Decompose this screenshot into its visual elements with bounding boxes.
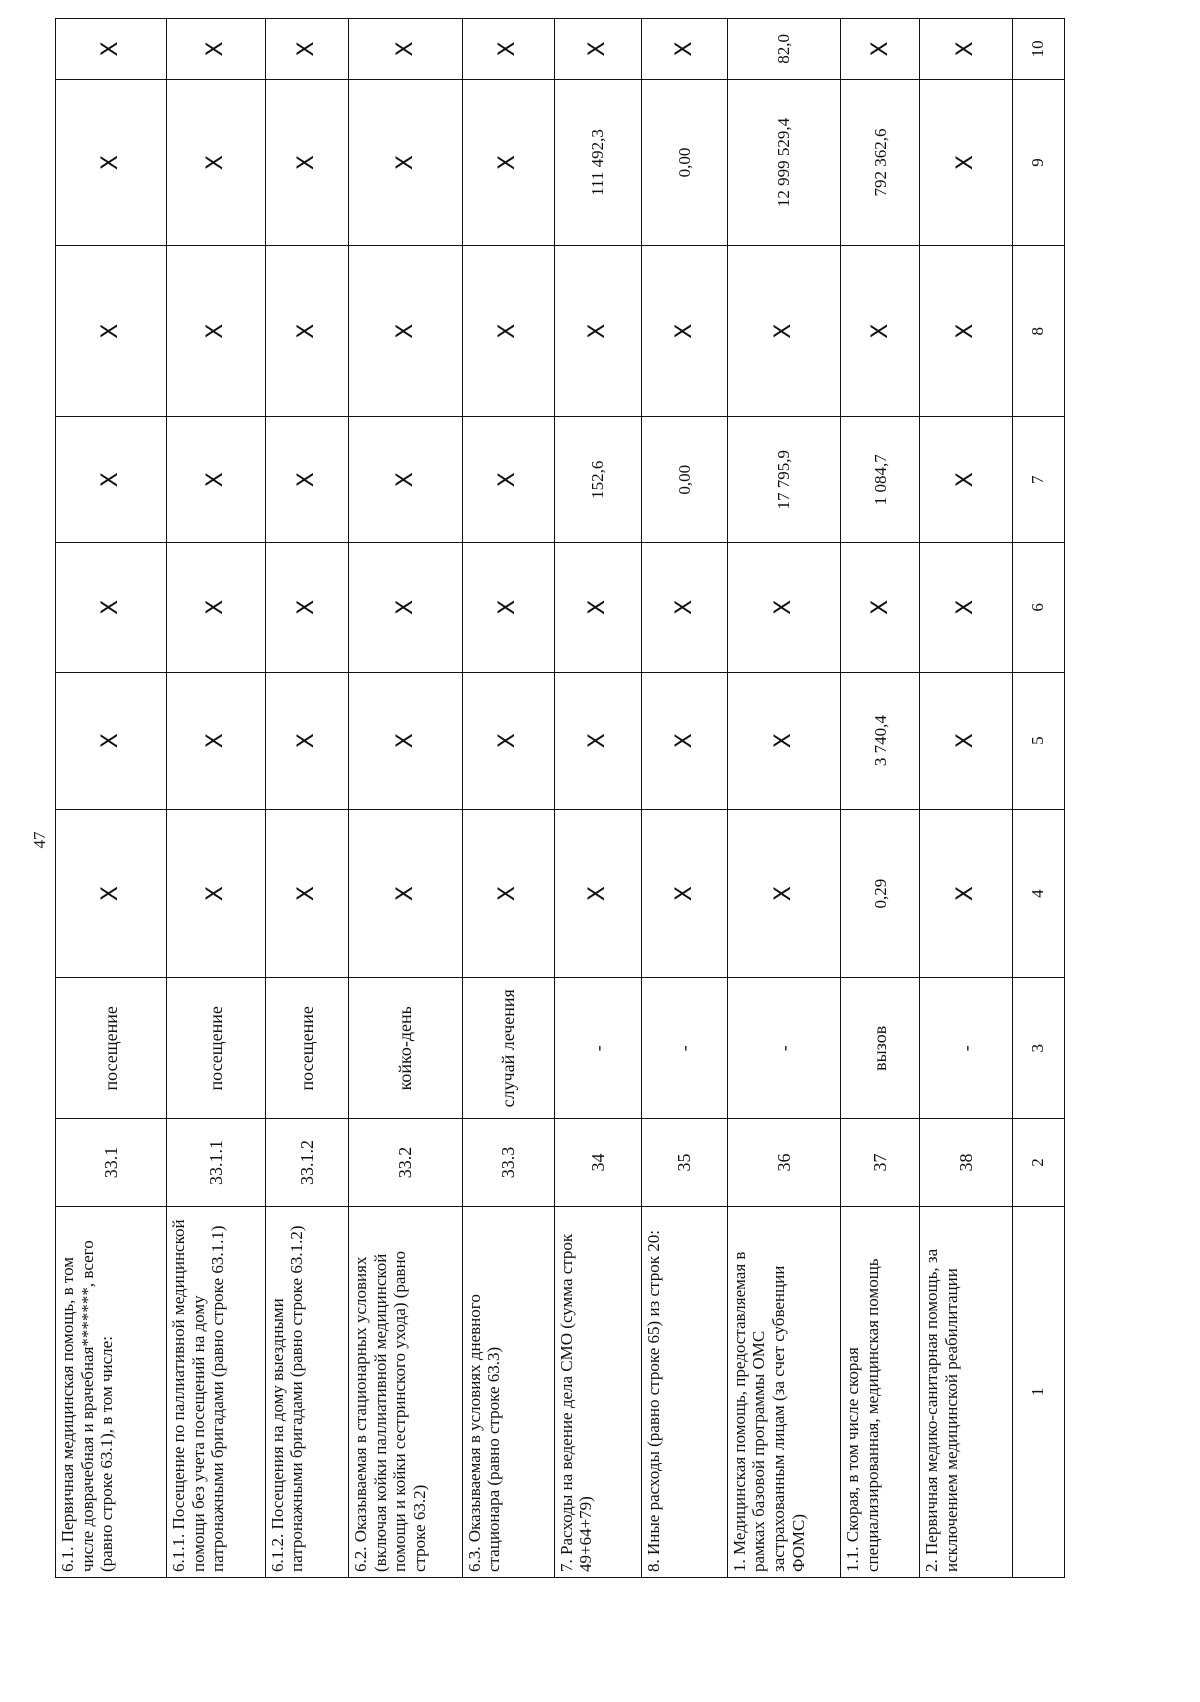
cell-col-8: X: [727, 246, 840, 417]
cell-col-4: X: [167, 809, 265, 978]
cell-col-3: посещение: [167, 978, 265, 1119]
cell-col-5: X: [554, 672, 642, 809]
cell-col-6: X: [920, 543, 1012, 672]
cell-col-4: X: [462, 809, 554, 978]
cell-col-7: X: [167, 417, 265, 543]
cell-col-2: 33.1: [56, 1119, 167, 1207]
cell-col-1: 1. Медицинская помощь, предоставляемая в рамках базовой программы ОМС застрахованным лицам (за счет субвенции ФОМС): [727, 1206, 840, 1577]
header-row: [1012, 19, 1065, 1578]
cell-col-3: посещение: [265, 978, 348, 1119]
cell-col-6: X: [167, 543, 265, 672]
cell-col-3: -: [727, 978, 840, 1119]
cell-col-4: X: [920, 809, 1012, 978]
cell-col-2: 33.3: [462, 1119, 554, 1207]
column-number-5: 5: [1012, 672, 1065, 809]
cell-col-1: 8. Иные расходы (равно строке 65) из строк 20:: [642, 1206, 728, 1577]
cell-col-7: X: [920, 417, 1012, 543]
cell-col-10: X: [642, 19, 728, 80]
cell-col-2: 33.1.2: [265, 1119, 348, 1207]
cell-col-10: 82,0: [727, 19, 840, 80]
table-row: [167, 19, 265, 1578]
column-number-9: 9: [1012, 79, 1065, 245]
cell-col-7: X: [56, 417, 167, 543]
cell-col-1: 2. Первичная медико-санитарная помощь, за исключением медицинской реабилитации: [920, 1206, 1012, 1577]
cell-col-8: X: [841, 246, 920, 417]
cell-col-8: X: [56, 246, 167, 417]
cell-col-6: X: [265, 543, 348, 672]
table-row: [56, 19, 167, 1578]
cell-col-8: X: [349, 246, 462, 417]
cell-col-4: 0,29: [841, 809, 920, 978]
cell-col-5: X: [349, 672, 462, 809]
financing-table: [55, 18, 1065, 1578]
table-row: [554, 19, 642, 1578]
cell-col-5: X: [265, 672, 348, 809]
cell-col-7: 152,6: [554, 417, 642, 543]
cell-col-6: X: [642, 543, 728, 672]
cell-col-8: X: [265, 246, 348, 417]
cell-col-2: 35: [642, 1119, 728, 1207]
cell-col-6: X: [841, 543, 920, 672]
cell-col-9: 12 999 529,4: [727, 79, 840, 245]
table-row: [920, 19, 1012, 1578]
cell-col-5: X: [56, 672, 167, 809]
table-row: [462, 19, 554, 1578]
cell-col-4: X: [727, 809, 840, 978]
cell-col-5: X: [462, 672, 554, 809]
cell-col-10: X: [920, 19, 1012, 80]
cell-col-7: X: [462, 417, 554, 543]
column-number-10: 10: [1012, 19, 1065, 80]
table-row: [727, 19, 840, 1578]
cell-col-7: 17 795,9: [727, 417, 840, 543]
cell-col-3: посещение: [56, 978, 167, 1119]
cell-col-9: X: [920, 79, 1012, 245]
document-table-rotated: [55, 18, 1065, 1578]
column-number-6: 6: [1012, 543, 1065, 672]
cell-col-2: 34: [554, 1119, 642, 1207]
cell-col-9: 0,00: [642, 79, 728, 245]
cell-col-7: X: [349, 417, 462, 543]
cell-col-6: X: [349, 543, 462, 672]
cell-col-2: 37: [841, 1119, 920, 1207]
cell-col-4: X: [554, 809, 642, 978]
cell-col-10: X: [462, 19, 554, 80]
cell-col-8: X: [167, 246, 265, 417]
cell-col-2: 38: [920, 1119, 1012, 1207]
cell-col-10: X: [554, 19, 642, 80]
cell-col-5: X: [167, 672, 265, 809]
cell-col-5: X: [642, 672, 728, 809]
cell-col-9: X: [56, 79, 167, 245]
cell-col-9: X: [265, 79, 348, 245]
cell-col-3: вызов: [841, 978, 920, 1119]
cell-col-3: случай лечения: [462, 978, 554, 1119]
column-number-2: 2: [1012, 1119, 1065, 1207]
cell-col-7: X: [265, 417, 348, 543]
cell-col-9: X: [167, 79, 265, 245]
cell-col-3: -: [642, 978, 728, 1119]
cell-col-9: 792 362,6: [841, 79, 920, 245]
cell-col-5: X: [727, 672, 840, 809]
cell-col-10: X: [841, 19, 920, 80]
cell-col-8: X: [462, 246, 554, 417]
cell-col-1: 7. Расходы на ведение дела СМО (сумма строк 49+64+79): [554, 1206, 642, 1577]
cell-col-10: X: [56, 19, 167, 80]
column-number-1: 1: [1012, 1206, 1065, 1577]
page-number: 47: [30, 831, 49, 849]
cell-col-5: X: [920, 672, 1012, 809]
cell-col-5: 3 740,4: [841, 672, 920, 809]
cell-col-3: -: [554, 978, 642, 1119]
cell-col-1: 6.1.1. Посещение по паллиативной медицинской помощи без учета посещений на дому патронажными бригадами (равно строке 63.1.1): [167, 1206, 265, 1577]
cell-col-8: X: [642, 246, 728, 417]
cell-col-10: X: [349, 19, 462, 80]
cell-col-6: X: [56, 543, 167, 672]
cell-col-4: X: [642, 809, 728, 978]
cell-col-4: X: [349, 809, 462, 978]
cell-col-6: X: [462, 543, 554, 672]
column-number-8: 8: [1012, 246, 1065, 417]
cell-col-2: 33.2: [349, 1119, 462, 1207]
table-row: [349, 19, 462, 1578]
column-number-7: 7: [1012, 417, 1065, 543]
cell-col-9: X: [349, 79, 462, 245]
table-body: [56, 19, 1065, 1578]
table-row: [265, 19, 348, 1578]
table-row: [642, 19, 728, 1578]
cell-col-2: 36: [727, 1119, 840, 1207]
cell-col-4: X: [265, 809, 348, 978]
cell-col-3: -: [920, 978, 1012, 1119]
cell-col-3: койко-день: [349, 978, 462, 1119]
column-number-3: 3: [1012, 978, 1065, 1119]
cell-col-6: X: [727, 543, 840, 672]
cell-col-7: 0,00: [642, 417, 728, 543]
cell-col-9: X: [462, 79, 554, 245]
cell-col-8: X: [920, 246, 1012, 417]
cell-col-4: X: [56, 809, 167, 978]
cell-col-2: 33.1.1: [167, 1119, 265, 1207]
cell-col-10: X: [265, 19, 348, 80]
cell-col-8: X: [554, 246, 642, 417]
cell-col-1: 6.1.2. Посещения на дому выездными патронажными бригадами (равно строке 63.1.2): [265, 1206, 348, 1577]
table-row: [841, 19, 920, 1578]
cell-col-1: 6.2. Оказываемая в стационарных условиях (включая койки паллиативной медицинской помощи и койки сестринского ухода) (равно строке 63.2): [349, 1206, 462, 1577]
cell-col-9: 111 492,3: [554, 79, 642, 245]
cell-col-1: 1.1. Скорая, в том числе скорая специализированная, медицинская помощь: [841, 1206, 920, 1577]
cell-col-10: X: [167, 19, 265, 80]
cell-col-7: 1 084,7: [841, 417, 920, 543]
column-number-4: 4: [1012, 809, 1065, 978]
cell-col-6: X: [554, 543, 642, 672]
cell-col-1: 6.3. Оказываемая в условиях дневного стационара (равно строке 63.3): [462, 1206, 554, 1577]
cell-col-1: 6.1. Первичная медицинская помощь, в том числе доврачебная и врачебная*******, всего (равно строке 63.1), в том числе:: [56, 1206, 167, 1577]
